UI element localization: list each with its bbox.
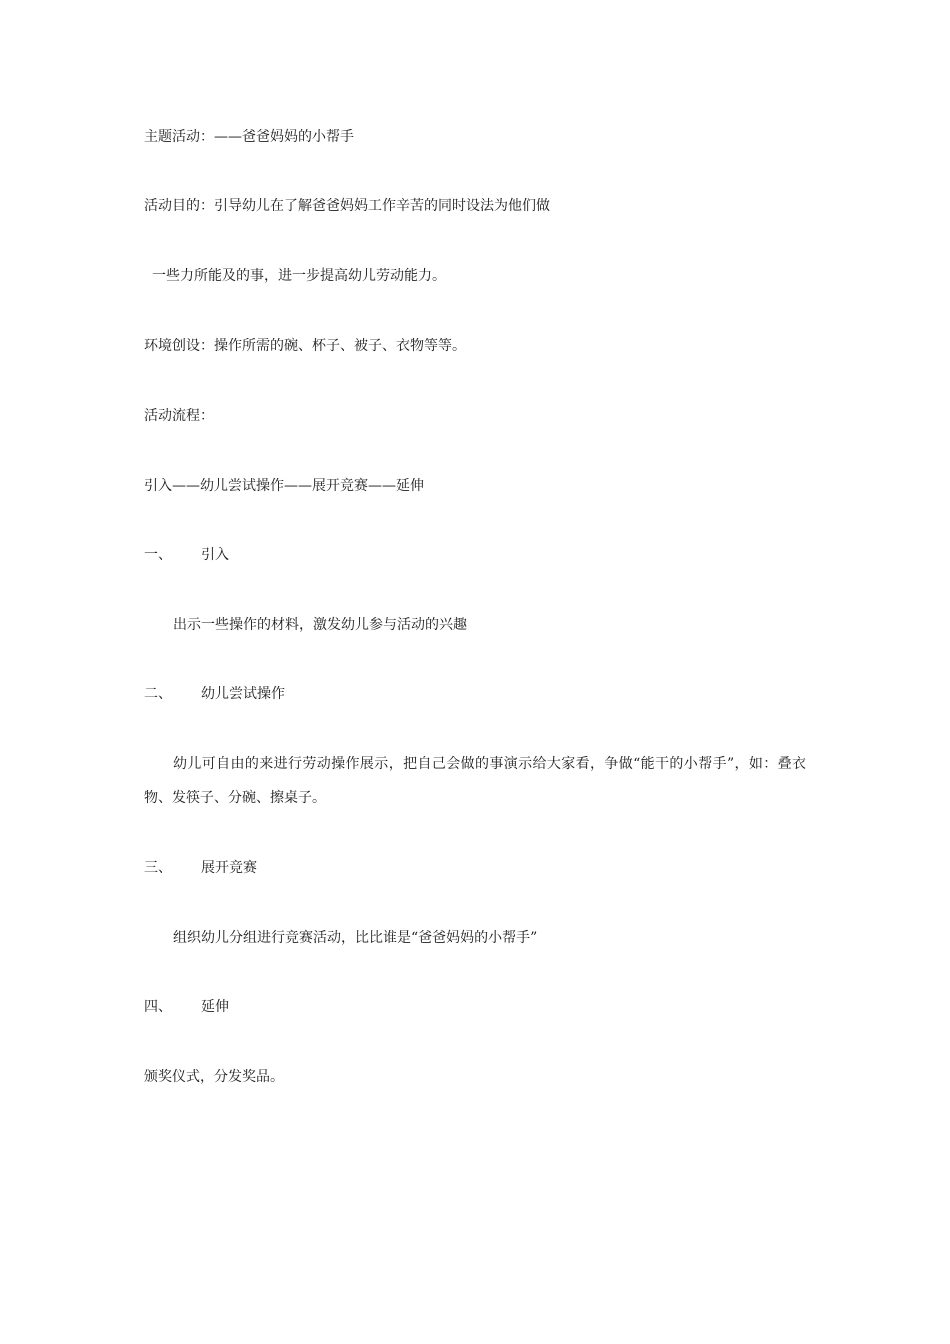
flow-steps: 引入——幼儿尝试操作——展开竞赛——延伸 (144, 478, 424, 494)
section-number: 一、 (144, 547, 172, 563)
section-body: 出示一些操作的材料，激发幼儿参与活动的兴趣 (173, 617, 467, 633)
goal-line-2: 一些力所能及的事，进一步提高幼儿劳动能力。 (152, 268, 446, 284)
section-body: 颁奖仪式，分发奖品。 (144, 1069, 284, 1085)
section-body: 幼儿可自由的来进行劳动操作展示，把自己会做的事演示给大家看，争做“能干的小帮手”，如：叠衣物、发筷子、分碗、擦桌子。 (144, 756, 806, 806)
theme-line: 主题活动：——爸爸妈妈的小帮手 (144, 129, 354, 145)
section-number: 三、 (144, 860, 172, 876)
section-number: 二、 (144, 686, 172, 702)
environment-line: 环境创设：操作所需的碗、杯子、被子、衣物等等。 (144, 338, 466, 354)
section-body: 组织幼儿分组进行竞赛活动，比比谁是“爸爸妈妈的小帮手” (173, 930, 538, 946)
flow-heading: 活动流程： (144, 408, 214, 424)
section-title: 幼儿尝试操作 (201, 686, 285, 702)
section-title: 延伸 (201, 999, 229, 1015)
section-title: 引入 (201, 547, 229, 563)
section-number: 四、 (144, 999, 172, 1015)
section-title: 展开竞赛 (201, 860, 257, 876)
goal-line-1: 活动目的：引导幼儿在了解爸爸妈妈工作辛苦的同时设法为他们做 (144, 198, 550, 214)
